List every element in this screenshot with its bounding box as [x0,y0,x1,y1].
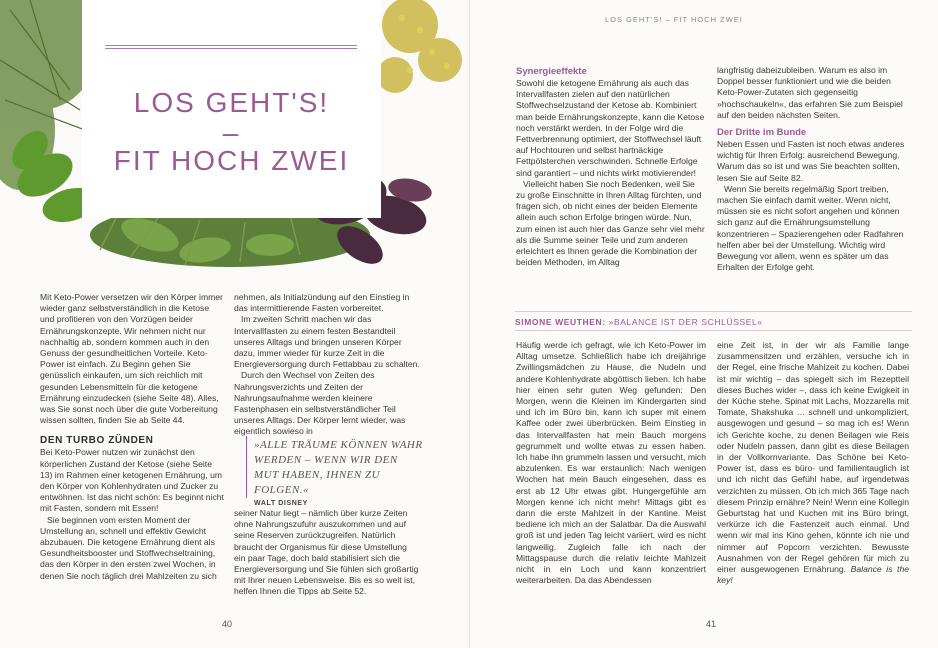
body-paragraph: seiner Natur liegt – nämlich über kurze Zeiten ohne Nahrungszufuhr auszukommen und auf seine Reserven zurückzugreifen. Natürlich braucht der Organismus für diese Umstellung ein paar Tage, doch bald stabilisiert sich die Energieversorgung und Sie fühlen sich großartig mit Ihrer neuen Lebensweise. Bis es so weit ist, helfen Ihnen die Tipps ab Seite 52. [234,508,419,597]
pull-quote [254,438,424,509]
body-paragraph: Wenn Sie bereits regelmäßig Sport treiben, machen Sie einfach damit weiter. Wenn nicht, müssen sie es nicht sofort angehen und können sich ganz auf die Ernährungsumstellung konzentrieren – Spazierengehen oder Radfahren helfen aber bei der Umstellung. Wichtig wird Bewegung vor allem, wenn es später um das Erhalten der Erfolge geht. [717,183,904,273]
quote-bar [246,436,247,498]
quote-author: WALT DISNEY [254,500,308,507]
quote-text: »ALLE TRÄUME KÖNNEN WAHR WERDEN – WENN WIR DEN MUT HABEN, IHNEN ZU FOLGEN.« [254,439,423,496]
body-paragraph: Vielleicht haben Sie noch Bedenken, weil Sie zu große Einschnitte in Ihren Alltag fürchten, und fragen sich, ob nicht eines der beiden Elemente allein auch schon Erfolge bringen würde. Nun, zum einen ist auch hier das Ganze sehr viel mehr als die Summe seiner Teile und zum anderen erleichtert es Ihnen gerade die Kombination der beiden Methoden, im Alltag [516,178,705,268]
sidebar-text: eine Zeit ist, in der wir als Familie lange zusammensitzen und erzählen, versuche ich in der Regel, eine frische Mahlzeit zu kochen. Dabei ist mir wichtig – das spiegelt sich im Rezeptteil dieses Buches wider –, dass ich keine Ewigkeit in der Küche stehe. Spinat mit Lachs, Mozzarella mit Tomate, Shakshuka … schnell und unkompliziert, ausgewogen und gesund – so mag ich es! Wenn ich Gerichte koche, zu denen Beilagen wie Reis oder Nudeln passen, dann gibt es diese Beilagen in der Vollkornvariante. Das Schöne bei Keto-Power ist, dass es büro- und familientauglich ist und ich nicht das Gefühl habe, auf irgendetwas verzichten zu müssen. Ob ich mich 365 Tage nach diesem Prinzip ernähre? Nein! Wenn eine Kollegin Geburtstag hat und Kuchen mit ins Büro bringt, verkürze ich die Fastenzeit auch einmal. Und wenn wir mal ins Kino gehen, könnte ich nie und nimmer auf Popcorn verzichten. Bewusste Ausnahmen von der Regel gehören für mich zu einer ausgewogenen Ernährung. [717,340,909,575]
title-rule [105,48,357,49]
box-rule-bottom [515,330,912,331]
right-column-2 [717,65,909,273]
body-paragraph: Bei Keto-Power nutzen wir zunächst den körperlichen Zustand der Ketose (siehe Seite 13) im Rahmen einer ketogenen Ernährung, um den Körper von Kohlenhydraten und Zucker zu entwöhnen. Ist das nicht schön: Es beginnt nicht mit Fasten, sondern mit Essen! [40,447,224,514]
body-paragraph: Im zweiten Schritt machen wir das Intervallfasten zu einem festen Bestandteil unseres Alltags und bringen unseren Körper dazu, immer wieder für kurze Zeit in die Energieversorgung durch Fettabbau zu schalten. [234,314,420,370]
running-head: LOS GEHT'S! – FIT HOCH ZWEI [605,15,743,24]
intro-paragraph: Mit Keto-Power versetzen wir den Körper immer wieder ganz selbstverständlich in die Ketose und profitieren von den Vorzügen beider Ernährungskonzepte. Wir nehmen nicht nur nachhaltig ab, sondern kommen auch in den Genuss der gesundheitlichen Vorteile. Keto-Power ist einfach. Zu Beginn gehen Sie genüsslich einkaufen, um sich reichlich mit gesunden Lebensmitteln für die ketogene Ernährung einzudecken (siehe Seite 48). Alles, was Sie sonst noch über die gute Vorbereitung wissen sollten, finden Sie ab Seite 44. [40,292,223,426]
body-paragraph: Neben Essen und Fasten ist noch etwas anderes wichtig für Ihren Erfolg: ausreichend Bewegung. Warum das so ist und was Sie beachten sollten, lesen Sie auf Seite 82. [717,139,905,183]
sidebar-title: »BALANCE IST DER SCHLÜSSEL« [608,317,763,327]
title-rule [105,45,357,46]
sidebar-column-1 [516,340,706,586]
sidebar-heading [515,317,763,327]
page-number: 41 [706,619,717,629]
body-paragraph: langfristig dabeizubleiben. Warum es also im Doppel besser funktioniert und wie die beiden Keto-Power-Zutaten sich gegenseitig »hochschaukeln«, das erfahren Sie zum Beispiel auf den beiden nächsten Seiten. [717,65,903,120]
body-paragraph: Sowohl die ketogene Ernährung als auch das Intervallfasten zielen auf den natürlichen Stoffwechselzustand der Ketose ab. Kombiniert man beide Ernährungskonzepte, kann die Ketose noch verstärkt werden. In der Folge wird die Fettverbrennung optimiert, der Stoffwechsel läuft auf Hochtouren und selbst hartnäckige Fettpölsterchen verschwinden. Schnelle Erfolge sind garantiert – und nichts wirkt motivierender! [516,78,705,178]
left-column-2 [234,292,420,438]
left-column-1 [40,292,225,582]
body-paragraph: nehmen, als Initialzündung auf den Einstieg in das intermittierende Fasten vorbereitet. [234,292,410,314]
chapter-title-line1: LOS GEHT'S! [133,87,330,118]
sidebar-column-2 [717,340,909,586]
subheading: Der Dritte im Bunde [717,127,807,139]
body-paragraph: Durch den Wechsel von Zeiten des Nahrungsverzichts und Zeiten der Nahrungsaufnahme werden kleinere Fastenphasen ein selbstverständlicher Teil unseres Alltags. Der Körper lernt wieder, was eigentlich sowieso in [234,370,406,437]
sidebar-author: SIMONE WEUTHEN: [515,317,606,327]
left-column-2-continued [234,508,420,598]
chapter-title-dash: – [222,117,241,148]
subheading: Synergieeffekte [516,66,587,77]
sidebar-paragraph: Häufig werde ich gefragt, wie ich Keto-Power im Alltag umsetze. Schließlich habe ich dreijährige Zwillingsmädchen zu Hause, die Nudeln und andere Kohlenhydrate abgöttisch lieben. Ich habe hier einen sehr guten Weg gefunden: Den Morgen, wenn die Kleinen im Kindergarten sind und ich im Büro bin, kann ich super mit einem Kaffee oder zwei überbrücken. Beim Einstieg in das Intervallfasten hat mein Bauch morgens gegrummelt und wollte etwas zu essen haben. Ich habe ihn grummeln lassen und versucht, mich abzulenken. Es war erstaunlich: Nach wenigen Wochen hat mein Bauch eingesehen, dass es erst ab 12 Uhr etwas gibt. Hungergefühle am Morgen kenne ich nicht mehr! Mittags gibt es dann die erste Mahlzeit in der Kantine. Meist bediene ich mich an der Salatbar. Da die Auswahl groß ist und jeden Tag leicht variiert, wird es nicht langweilig. Zugleich falle ich nach der Mittagspause durch die relativ leichte Mahlzeit nicht in ein Loch und kann konzentriert weiterarbeiten. Da das Abendessen [516,340,706,586]
page-number: 40 [222,619,233,629]
right-column-1 [516,65,706,268]
body-paragraph: Sie beginnen vom ersten Moment der Umstellung an, schnell und effektiv Gewicht abzubauen. Die ketogene Ernährung dient als Gesundheitsbooster und Stoffwechseltraining, das den Körper in den ersten zwei Wochen, in denen Sie noch täglich drei Mahlzeiten zu sich [40,514,217,581]
box-rule-top [515,311,912,312]
section-heading: DEN TURBO ZÜNDEN [40,435,154,447]
sidebar-paragraph [717,340,909,586]
chapter-title-line2: FIT HOCH ZWEI [113,145,350,176]
sidebar-closing: Balance is the key! [717,564,910,586]
